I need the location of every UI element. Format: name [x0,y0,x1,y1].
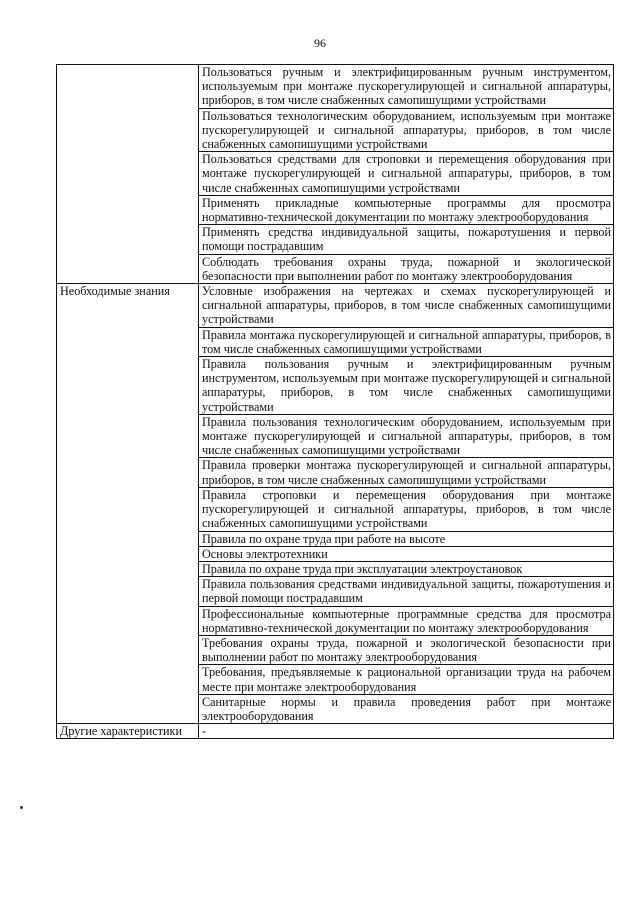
requirement-item: Правила по охране труда при эксплуатации электроустановок [199,561,614,576]
section-label: Другие характеристики [57,724,199,739]
requirement-item: Правила монтажа пускорегулирующей и сигнальной аппаратуры, приборов, в том числе снабженных самопишущими устройствами [199,327,614,356]
requirement-item: Пользоваться ручным и электрифицированным ручным инструментом, используемым при монтаже пускорегулирующей и сигнальной аппаратуры, приборов, в том числе снабженных самопишущими устройствами [199,65,614,109]
requirement-item: Требования, предъявляемые к рациональной организации труда на рабочем месте при монтаже электрооборудования [199,665,614,694]
table-row [57,724,614,739]
table-row [57,65,614,109]
requirement-item: Правила по охране труда при работе на высоте [199,531,614,546]
requirements-table-body [57,65,614,739]
requirement-item: Применять средства индивидуальной защиты, пожаротушения и первой помощи пострадавшим [199,225,614,254]
requirements-table [56,64,614,739]
requirement-item: Правила строповки и перемещения оборудования при монтаже пускорегулирующей и сигнальной аппаратуры, приборов, в том числе снабженных самопишущими устройствами [199,487,614,531]
requirement-item: Условные изображения на чертежах и схемах пускорегулирующей и сигнальной аппаратуры, приборов, в том числе снабженных самопишущими устройствами [199,284,614,328]
table-row [57,284,614,328]
requirement-item: Правила проверки монтажа пускорегулирующей и сигнальной аппаратуры, приборов, в том числе снабженных самопишущими устройствами [199,458,614,487]
requirement-item: Пользоваться средствами для строповки и перемещения оборудования при монтаже пускорегулирующей и сигнальной аппаратуры, приборов, в том числе снабженных самопишущими устройствами [199,152,614,196]
scan-dot-mark [20,806,23,809]
requirement-item: - [199,724,614,739]
page-number: 96 [314,36,326,50]
section-label [57,65,199,284]
requirement-item: Правила пользования ручным и электрифицированным ручным инструментом, используемым при монтаже пускорегулирующей и сигнальной аппаратуры, приборов, в том числе снабженных самопишущими устройствами [199,357,614,415]
requirement-item: Применять прикладные компьютерные программы для просмотра нормативно-технической документации по монтажу электрооборудования [199,195,614,224]
requirement-item: Основы электротехники [199,546,614,561]
requirement-item: Правила пользования средствами индивидуальной защиты, пожаротушения и первой помощи пострадавшим [199,577,614,606]
requirement-item: Профессиональные компьютерные программные средства для просмотра нормативно-технической документации по монтажу электрооборудования [199,606,614,635]
section-label: Необходимые знания [57,284,199,724]
requirement-item: Пользоваться технологическим оборудованием, используемым при монтаже пускорегулирующей и сигнальной аппаратуры, приборов, в том числе снабженных самопишущими устройствами [199,108,614,152]
requirement-item: Санитарные нормы и правила проведения работ при монтаже электрооборудования [199,694,614,723]
requirement-item: Требования охраны труда, пожарной и экологической безопасности при выполнении работ по монтажу электрооборудования [199,635,614,664]
requirement-item: Соблюдать требования охраны труда, пожарной и экологической безопасности при выполнении работ по монтажу электрооборудования [199,254,614,283]
requirement-item: Правила пользования технологическим оборудованием, используемым при монтаже пускорегулирующей и сигнальной аппаратуры, приборов, в том числе снабженных самопишущими устройствами [199,414,614,458]
